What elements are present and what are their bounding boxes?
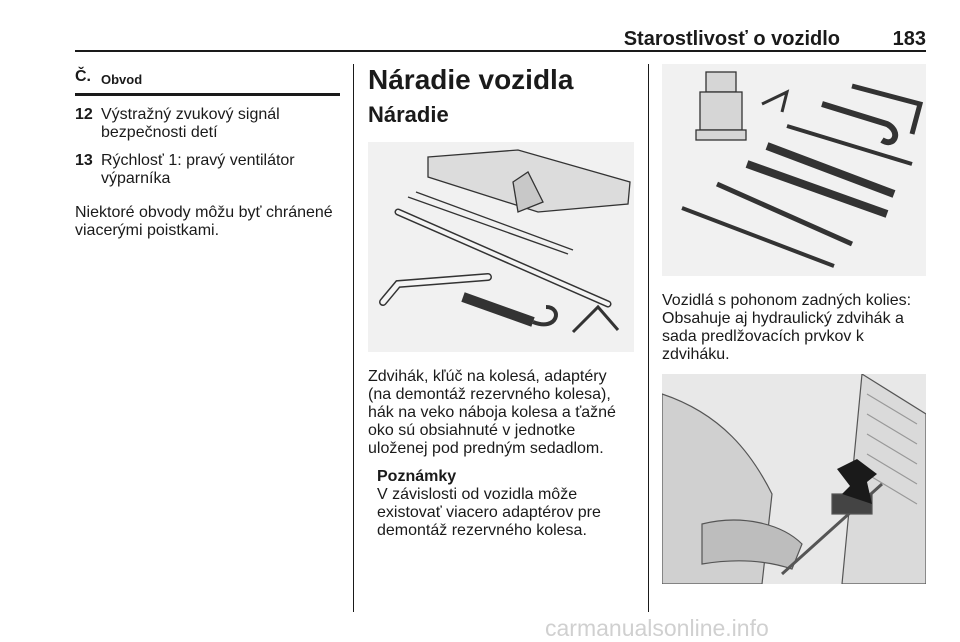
middle-column (368, 64, 634, 540)
right-column (662, 64, 926, 584)
hydraulic-jack-icon (706, 72, 736, 92)
tools-caption: Zdvihák, kľúč na kolesá, adaptéry (na demontáž rezervného kolesa), hák na veko náboja kolesa a ťažné oko sú obsiahnuté v jednotke uloženej pod predným sedadlom. (368, 368, 616, 457)
list-item (75, 152, 340, 188)
table-header (75, 64, 340, 96)
section-heading: Náradie vozidla (368, 64, 574, 95)
adapter-icon (822, 104, 895, 142)
tools-illustration (368, 142, 634, 352)
note-title: Poznámky (377, 468, 457, 485)
hydraulic-caption: Vozidlá s pohonom zadných kolies: Obsahuje aj hydraulický zdvihák a sada predlžovacích prvkov k zdviháku. (662, 292, 912, 363)
column-label-circuit: Obvod (101, 72, 143, 87)
fuse-paragraph: Niektoré obvody môžu byť chránené viacerými poistkami. (75, 204, 333, 239)
item-text: Rýchlosť 1: pravý ventilátor výparníka (101, 152, 295, 187)
item-text: Výstražný zvukový signál bezpečnosti detí (101, 106, 280, 141)
header-title: Starostlivosť o vozidlo (623, 28, 840, 50)
adapter-icon (463, 297, 533, 322)
hook-icon (573, 307, 618, 332)
list-item (75, 106, 340, 142)
page-number: 183 (892, 28, 926, 50)
note-box (377, 468, 634, 540)
column-divider-1 (353, 64, 354, 612)
hook-icon (762, 92, 787, 112)
left-column (75, 64, 340, 240)
item-number: 12 (75, 106, 93, 123)
page-header (75, 28, 926, 52)
hydraulic-tools-illustration (662, 64, 926, 276)
item-number: 13 (75, 152, 93, 169)
note-text: V závislosti od vozidla môže existovať viacero adaptérov pre demontáž rezervného kolesa. (377, 486, 601, 539)
watermark: carmanualsonline.info (545, 615, 769, 641)
section-subheading: Náradie (368, 102, 449, 127)
column-label-number: Č. (75, 68, 91, 85)
seat-storage-illustration (662, 374, 926, 584)
column-divider-2 (648, 64, 649, 612)
